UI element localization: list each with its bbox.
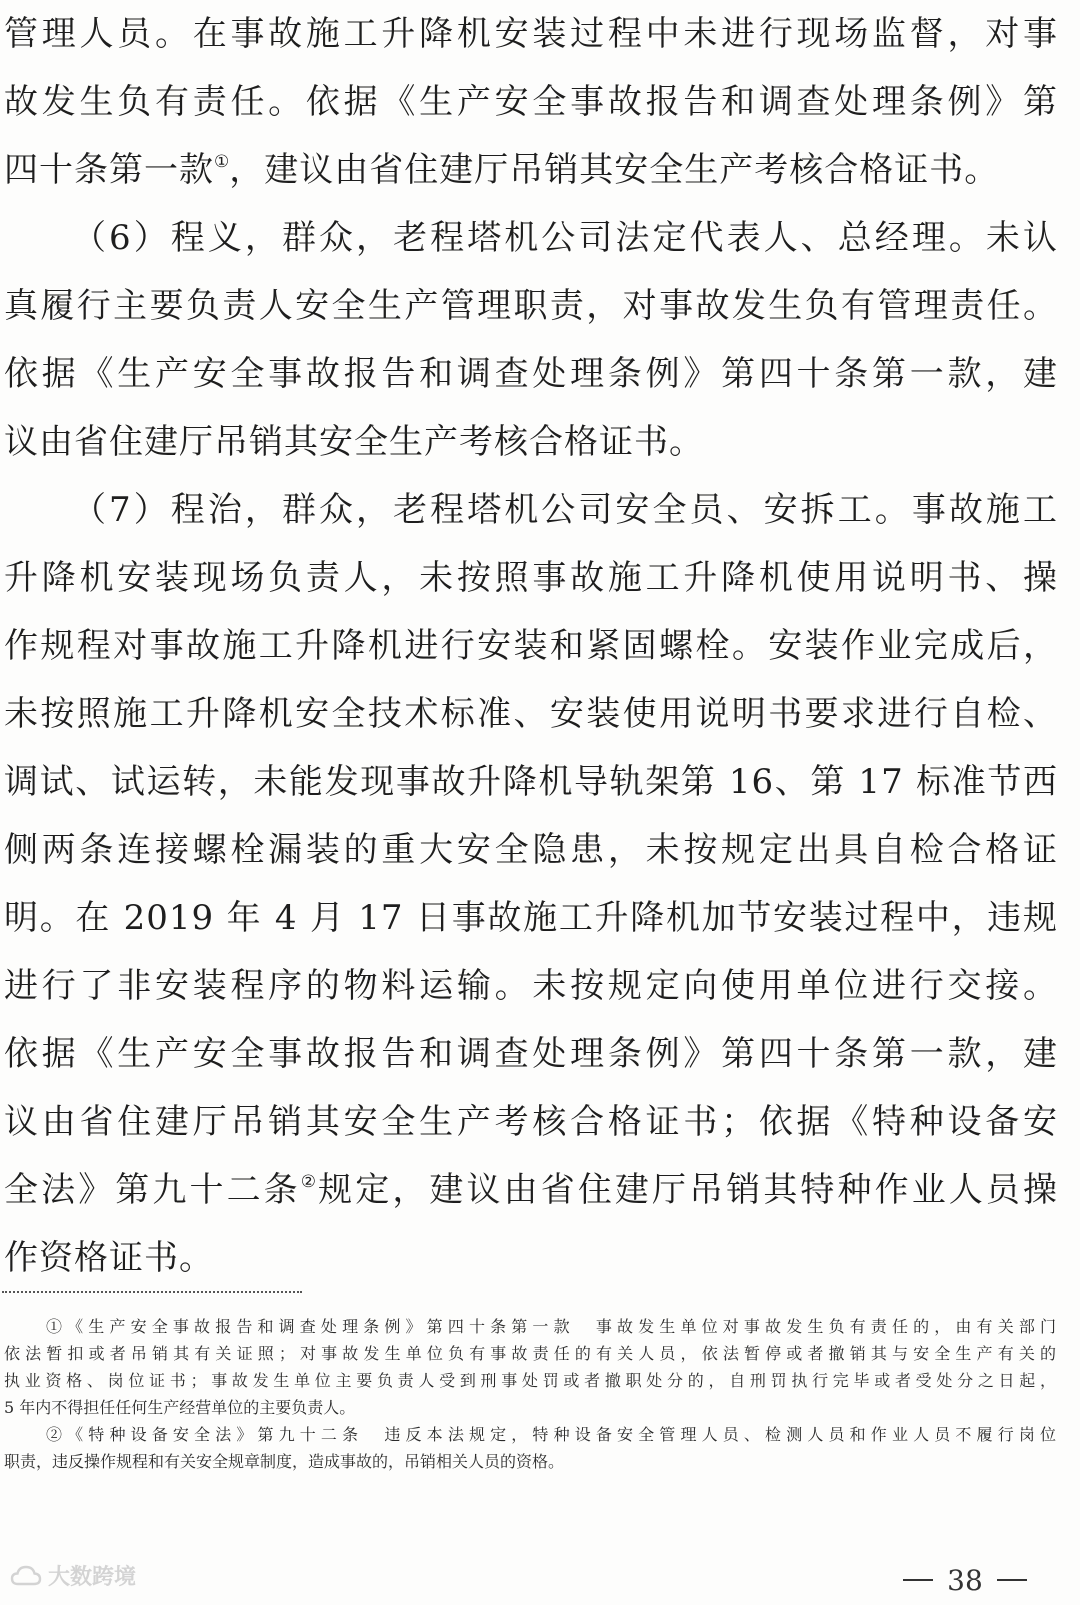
footnote-1-line: 5 年内不得担任任何生产经营单位的主要负责人。 <box>4 1398 356 1417</box>
footnotes <box>4 1313 1056 1475</box>
footnote-divider <box>2 1291 302 1293</box>
footnote-mark-1[interactable]: ① <box>214 152 230 172</box>
dash-left <box>903 1579 933 1581</box>
paragraph-6-start: （6）程义，群众，老程塔机公司法定代表人、总经理。未认 <box>72 218 1058 258</box>
dash-right <box>997 1579 1027 1581</box>
text-line: 作规程对事故施工升降机进行安装和紧固螺栓。安装作业完成后， <box>4 626 1058 666</box>
text-line: 升降机安装现场负责人，未按照事故施工升降机使用说明书、操 <box>4 558 1058 598</box>
text-segment: 全法》第九十二条 <box>4 1170 301 1210</box>
text-line: 明。在 2019 年 4 月 17 日事故施工升降机加节安装过程中，违规 <box>4 898 1058 938</box>
text-line: 侧两条连接螺栓漏装的重大安全隐患，未按规定出具自检合格证 <box>4 830 1058 870</box>
text-line <box>4 136 1058 204</box>
text-line: 作资格证书。 <box>4 1238 214 1278</box>
footnote-2-line: ②《特种设备安全法》第九十二条 违反本法规定，特种设备安全管理人员、检测人员和作业人员不履行岗位 <box>46 1425 1056 1444</box>
page-number <box>890 1562 1040 1598</box>
text-segment: 四十条第一款 <box>4 150 214 190</box>
page-number-value: 38 <box>947 1563 983 1597</box>
text-line: 真履行主要负责人安全生产管理职责，对事故发生负有管理责任。 <box>4 286 1058 326</box>
footnote-1-line: 执业资格、岗位证书；事故发生单位主要负责人受到刑事处罚或者撤职处分的，自刑罚执行完毕或者受处分之日起， <box>4 1371 1056 1390</box>
text-segment: 规定，建议由省住建厅吊销其特种作业人员操 <box>318 1170 1058 1210</box>
footnote-mark-2[interactable]: ② <box>300 1172 319 1192</box>
watermark-text: 大数跨境 <box>48 1565 137 1590</box>
text-line: 进行了非安装程序的物料运输。未按规定向使用单位进行交接。 <box>4 966 1058 1006</box>
paragraph-7-start: （7）程治，群众，老程塔机公司安全员、安拆工。事故施工 <box>72 490 1058 530</box>
text-line: 依据《生产安全事故报告和调查处理条例》第四十条第一款，建 <box>4 354 1058 394</box>
text-line: 议由省住建厅吊销其安全生产考核合格证书。 <box>4 422 704 462</box>
text-line: 议由省住建厅吊销其安全生产考核合格证书；依据《特种设备安 <box>4 1102 1058 1142</box>
text-line: 故发生负有责任。依据《生产安全事故报告和调查处理条例》第 <box>4 82 1058 122</box>
footnote-1-line: ①《生产安全事故报告和调查处理条例》第四十条第一款 事故发生单位对事故发生负有责任的，由有关部门 <box>46 1317 1056 1336</box>
watermark <box>10 1560 136 1591</box>
text-segment: ，建议由省住建厅吊销其安全生产考核合格证书。 <box>229 150 1000 190</box>
footnote-2-line: 职责，违反操作规程和有关安全规章制度，造成事故的，吊销相关人员的资格。 <box>4 1452 565 1471</box>
footnote-1-line: 依法暂扣或者吊销其有关证照；对事故发生单位负有事故责任的有关人员，依法暂停或者撤销其与安全生产有关的 <box>4 1344 1056 1363</box>
text-line: 管理人员。在事故施工升降机安装过程中未进行现场监督，对事 <box>4 14 1058 54</box>
text-line: 依据《生产安全事故报告和调查处理条例》第四十条第一款，建 <box>4 1034 1058 1074</box>
cloud-logo-icon <box>10 1565 42 1587</box>
text-line <box>4 1156 1058 1224</box>
text-line: 调试、试运转，未能发现事故升降机导轨架第 16、第 17 标准节西 <box>4 762 1058 802</box>
text-line: 未按照施工升降机安全技术标准、安装使用说明书要求进行自检、 <box>4 694 1058 734</box>
body-text <box>4 0 1058 1292</box>
